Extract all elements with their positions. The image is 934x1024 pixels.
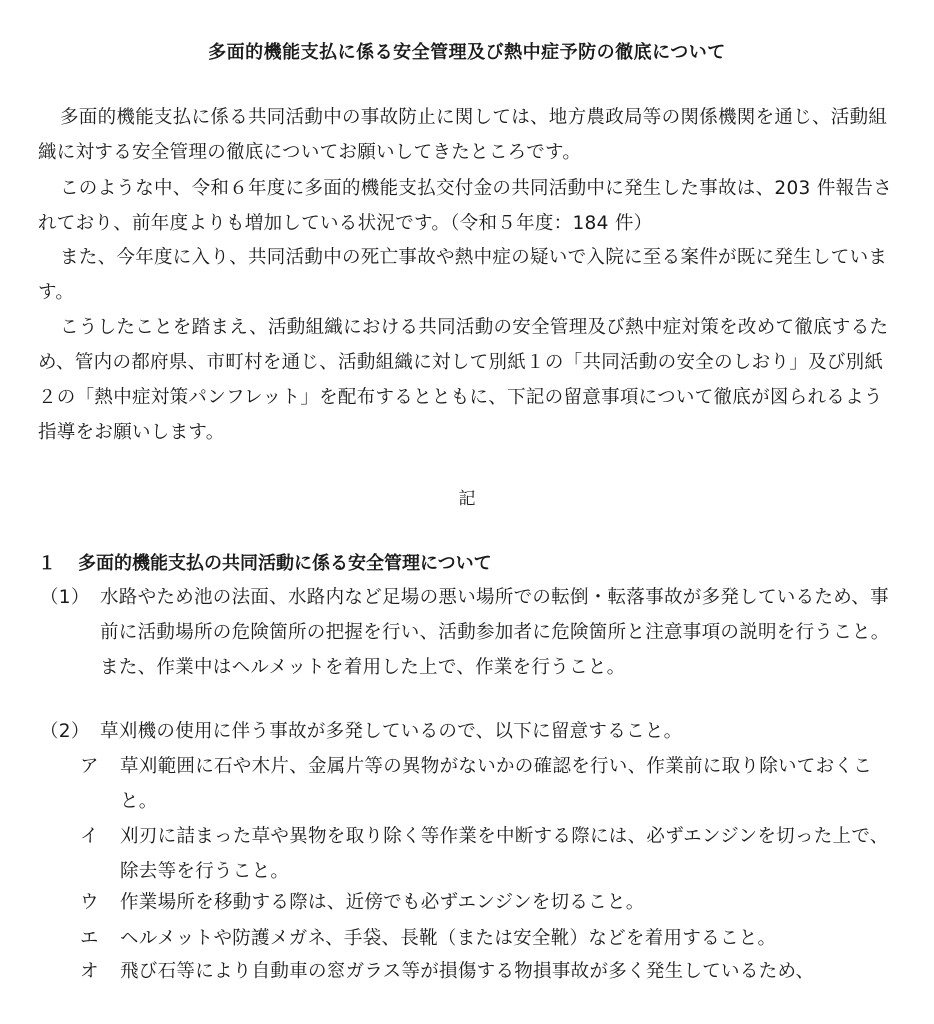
ki-heading: 記 (458, 489, 476, 509)
list-item-label: （1） (40, 587, 90, 608)
sub-item-label: ウ (80, 892, 99, 913)
sub-item-u (80, 885, 898, 920)
list-item-1 (40, 580, 898, 685)
sub-item-label: イ (80, 826, 99, 847)
document-title: 多面的機能支払に係る安全管理及び熱中症予防の徹底について (208, 42, 726, 63)
paragraph-fatal-accidents: また、今年度に入り、共同活動中の死亡事故や熱中症の疑いで入院に至る案件が既に発生しています。 (38, 247, 888, 303)
sub-item-label: ア (80, 756, 99, 777)
paragraph-accident-prevention: 多面的機能支払に係る共同活動中の事故防止に関しては、地方農政局等の関係機関を通じ、活動組織に対する安全管理の徹底についてお願いしてきたところです。 (38, 107, 888, 163)
sub-item-text: 草刈範囲に石や木片、金属片等の異物がないかの確認を行い、作業前に取り除いておくこと。 (120, 756, 873, 812)
paragraph-request: こうしたことを踏まえ、活動組織における共同活動の安全管理及び熱中症対策を改めて徹底するため、管内の都府県、市町村を通じ、活動組織に対して別紙１の「共同活動の安全のしおり」及び別紙２の「熱中症対策パンフレット」を配布するとともに、下記の留意事項について徹底が図られるよう指導をお願いします。 (38, 317, 889, 443)
sub-item-e (80, 921, 898, 956)
sub-item-text: 作業場所を移動する際は、近傍でも必ずエンジンを切ること。 (120, 892, 645, 913)
sub-item-label: オ (80, 961, 99, 982)
sub-item-a (80, 749, 898, 819)
sub-item-text: ヘルメットや防護メガネ、手袋、長靴（または安全靴）などを着用すること。 (120, 928, 777, 949)
sub-item-text: 飛び石等により自動車の窓ガラス等が損傷する物損事故が多く発生しているため、 (120, 961, 815, 982)
list-item-text: 草刈機の使用に伴う事故が多発しているので、以下に留意すること。 (100, 721, 683, 742)
list-item-label: （2） (40, 721, 90, 742)
sub-item-text: 刈刃に詰まった草や異物を取り除く等作業を中断する際には、必ずエンジンを切った上で、除去等を行うこと。 (120, 826, 889, 882)
sub-item-i (80, 819, 898, 889)
section-heading (38, 549, 492, 575)
list-item-2 (40, 714, 898, 749)
paragraph-accident-count: このような中、令和６年度に多面的機能支払交付金の共同活動中に発生した事故は、203 件報告されており、前年度よりも増加している状況です。（令和５年度：184 件） (38, 178, 892, 234)
section-number: １ (38, 553, 56, 574)
sub-item-o (80, 954, 898, 989)
section-title: 多面的機能支払の共同活動に係る安全管理について (78, 553, 492, 574)
sub-item-label: エ (80, 928, 99, 949)
list-item-text: 水路やため池の法面、水路内など足場の悪い場所での転倒・転落事故が多発しているため、事前に活動場所の危険箇所の把握を行い、活動参加者に危険箇所と注意事項の説明を行うこと。また、作業中はヘルメットを着用した上で、作業を行うこと。 (100, 587, 890, 678)
